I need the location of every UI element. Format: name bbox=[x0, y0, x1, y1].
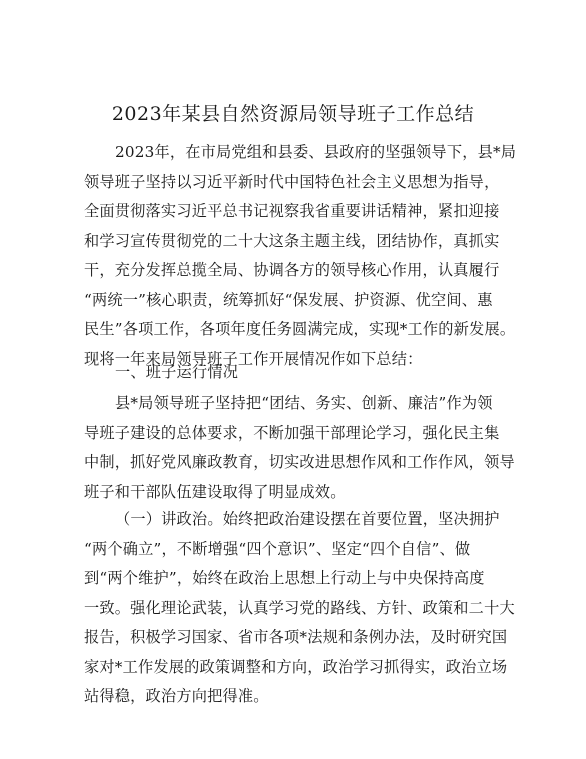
paragraph-line: 2023年，在市局党组和县委、县政府的坚强领导下，县*局 bbox=[115, 143, 517, 161]
paragraph-line: 领导班子坚持以习近平新时代中国特色社会主义思想为指导， bbox=[84, 172, 500, 191]
subsection-paragraph bbox=[84, 505, 514, 712]
section-paragraph bbox=[84, 389, 514, 507]
paragraph-line: 到“两个维护”，始终在政治上思想上行动上与中央保持高度 bbox=[84, 569, 485, 587]
paragraph-line: （一）讲政治。始终把政治建设摆在首要位置，坚决拥护 bbox=[115, 510, 500, 528]
paragraph-line: 民生”各项工作，各项年度任务圆满完成，实现*工作的新发展。 bbox=[84, 320, 516, 338]
paragraph-line: 县*局领导班子坚持把“团结、务实、创新、廉洁”作为领 bbox=[115, 394, 493, 412]
paragraph-line: “两统一”核心职责，统筹抓好“保发展、护资源、优空间、惠 bbox=[84, 290, 493, 309]
section-heading-text: 一、班子运行情况 bbox=[115, 363, 239, 381]
intro-paragraph bbox=[84, 138, 517, 374]
paragraph-line: 和学习宣传贯彻党的二十大这条主题主线，团结协作，真抓实 bbox=[84, 231, 500, 250]
paragraph-line: 报告，积极学习国家、省市各项*法规和条例办法，及时研究国 bbox=[84, 628, 508, 646]
paragraph-line: 一致。强化理论武装，认真学习党的路线、方针、政策和二十大 bbox=[84, 598, 515, 617]
paragraph-line: 班子和干部队伍建设取得了明显成效。 bbox=[84, 482, 346, 501]
paragraph-line: 现将一年来局领导班子工作开展情况作如下总结： bbox=[84, 349, 423, 368]
paragraph-line: 站得稳，政治方向把得准。 bbox=[84, 687, 269, 705]
paragraph-line: 导班子建设的总体要求，不断加强干部理论学习，强化民主集 bbox=[84, 423, 500, 442]
document-title: 2023年某县自然资源局领导班子工作总结 bbox=[111, 103, 475, 125]
paragraph-line: 中制，抓好党风廉政教育，切实改进思想作风和工作作风，领导 bbox=[84, 453, 515, 471]
paragraph-line: 干，充分发挥总揽全局、协调各方的领导核心作用，认真履行 bbox=[84, 261, 500, 279]
paragraph-line: 家对*工作发展的政策调整和方向，政治学习抓得实，政治立场 bbox=[84, 657, 508, 676]
section-heading bbox=[84, 358, 514, 388]
paragraph-line: “两个确立”，不断增强“四个意识”、坚定“四个自信”、做 bbox=[84, 539, 471, 558]
paragraph-line: 全面贯彻落实习近平总书记视察我省重要讲话精神，紧扣迎接 bbox=[84, 202, 500, 220]
